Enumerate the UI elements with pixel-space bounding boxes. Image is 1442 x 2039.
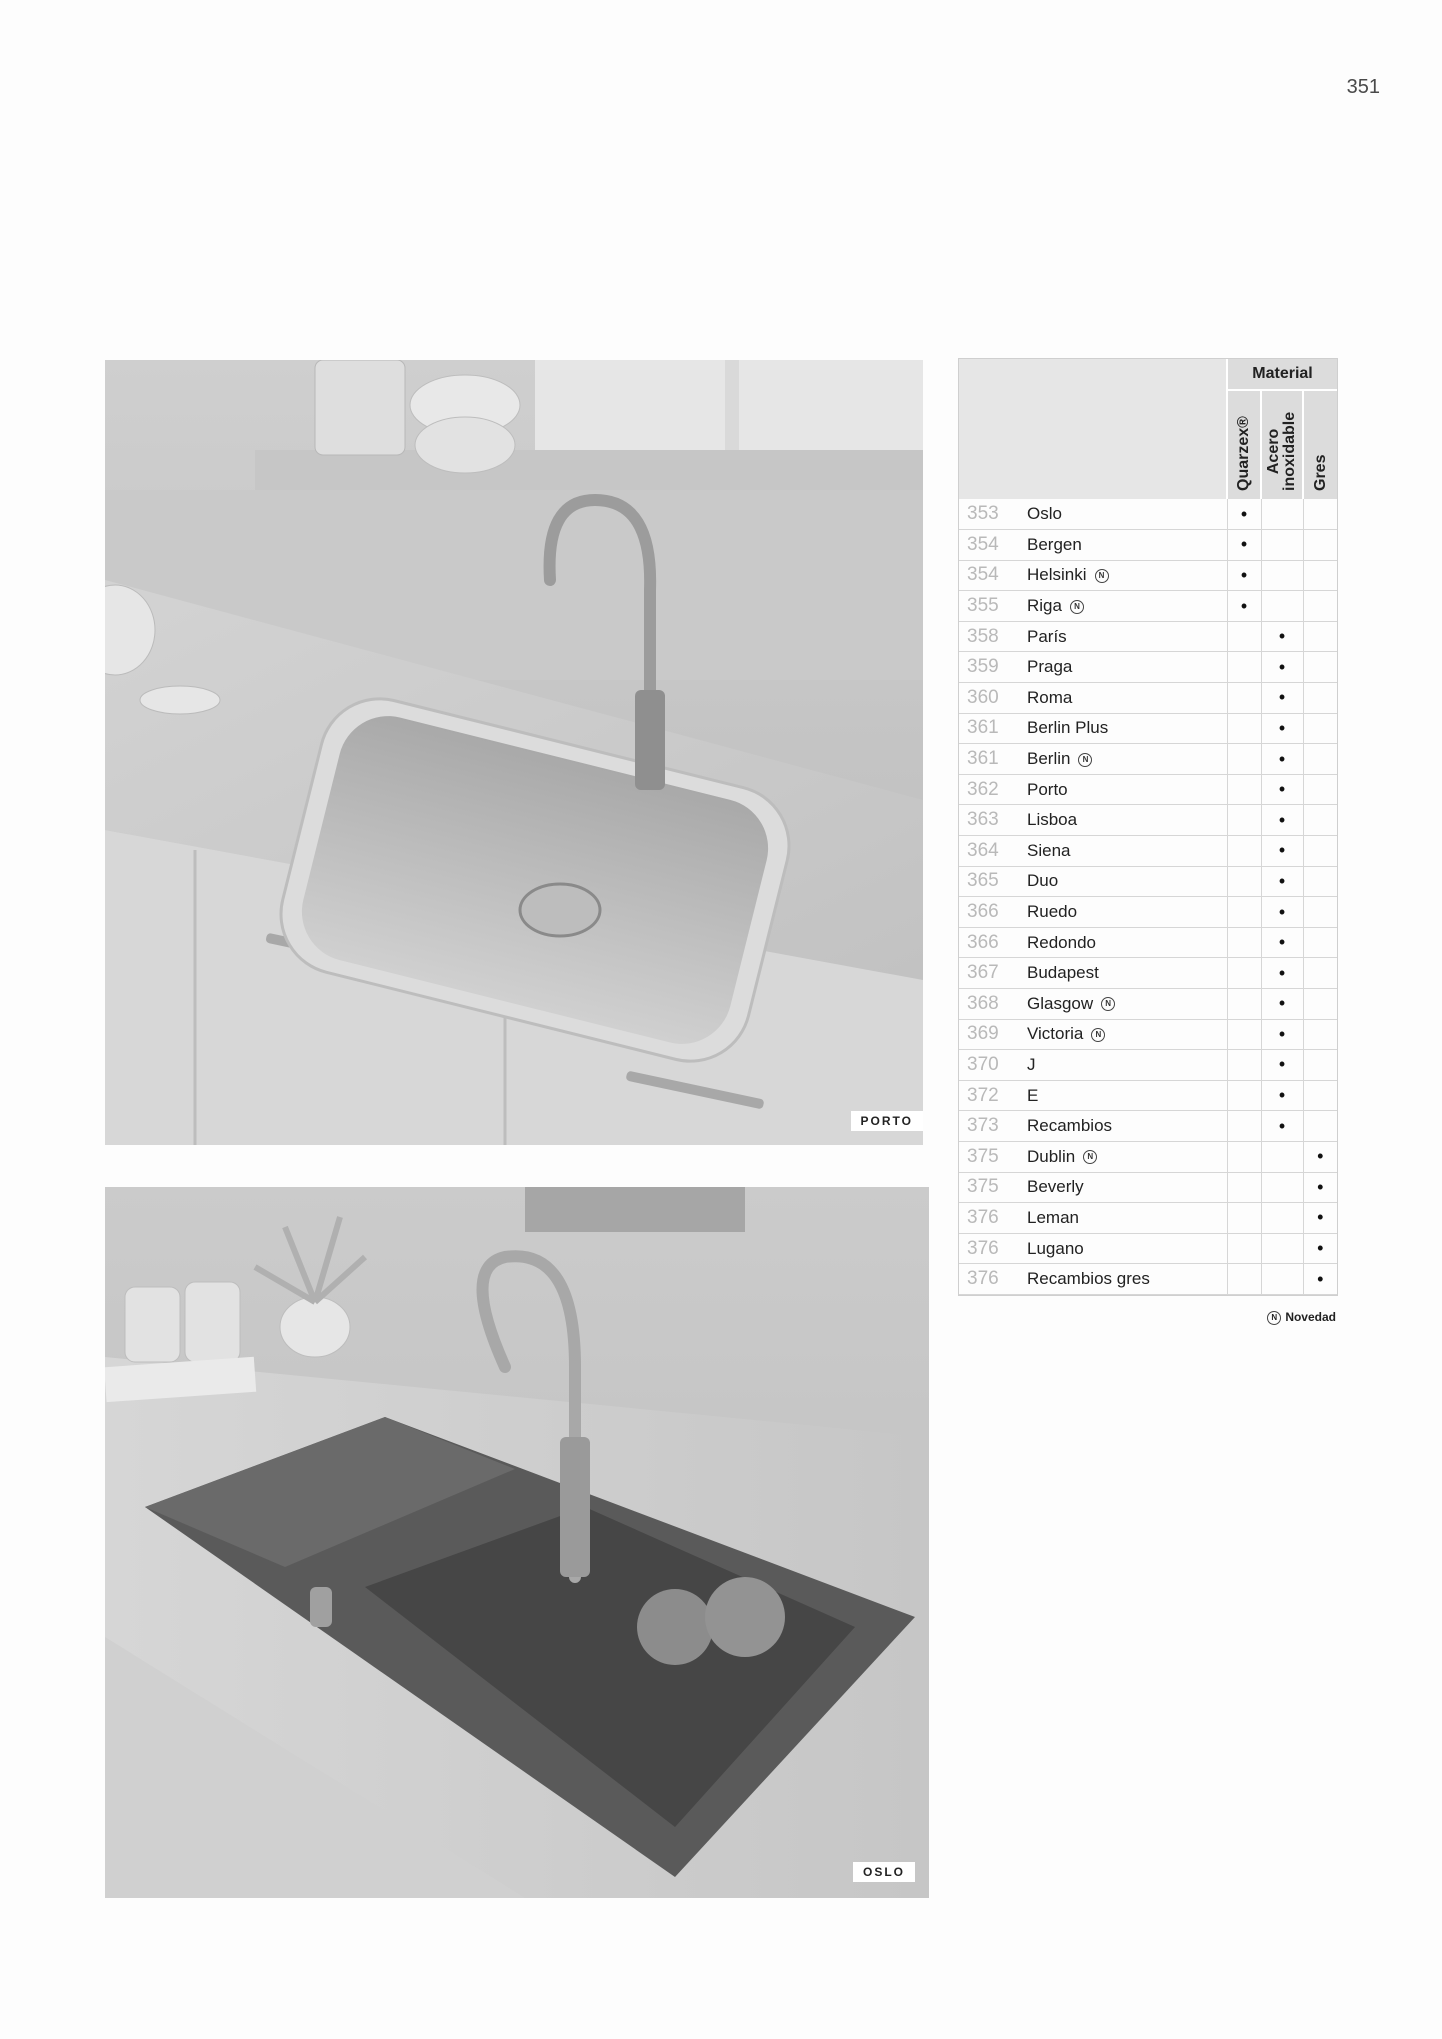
- new-badge-icon: N: [1083, 1150, 1097, 1164]
- material-quarzex-cell: •: [1227, 499, 1261, 530]
- table-row: [959, 713, 1337, 744]
- material-quarzex-cell: [1227, 1141, 1261, 1172]
- table-row: [959, 805, 1337, 836]
- material-gres-cell: [1303, 652, 1337, 683]
- legend-label: Novedad: [1285, 1310, 1336, 1324]
- page-reference: 363: [959, 805, 1027, 836]
- material-acero-cell: •: [1261, 1080, 1303, 1111]
- material-gres-cell: [1303, 989, 1337, 1020]
- table-row: [959, 1172, 1337, 1203]
- page-reference: 355: [959, 591, 1027, 622]
- model-name: Helsinki: [1027, 565, 1087, 585]
- material-quarzex-cell: [1227, 683, 1261, 714]
- page-reference: 376: [959, 1264, 1027, 1295]
- page-reference: 365: [959, 866, 1027, 897]
- model-name-cell: [1027, 683, 1227, 714]
- model-name-cell: [1027, 989, 1227, 1020]
- legend-novedad: [1200, 1310, 1336, 1325]
- material-gres-cell: [1303, 836, 1337, 867]
- table-row: [959, 652, 1337, 683]
- page-reference: 370: [959, 1050, 1027, 1081]
- material-quarzex-cell: [1227, 927, 1261, 958]
- caption-porto: PORTO: [851, 1111, 923, 1131]
- page-reference: 366: [959, 927, 1027, 958]
- table-row: [959, 1233, 1337, 1264]
- material-gres-cell: [1303, 621, 1337, 652]
- material-quarzex-cell: [1227, 744, 1261, 775]
- porto-kitchen-illustration: [105, 360, 923, 1145]
- model-name-cell: [1027, 866, 1227, 897]
- page-reference: 361: [959, 744, 1027, 775]
- material-acero-cell: [1261, 560, 1303, 591]
- material-acero-cell: [1261, 1233, 1303, 1264]
- material-acero-cell: •: [1261, 897, 1303, 928]
- page-reference: 366: [959, 897, 1027, 928]
- model-name-cell: [1027, 530, 1227, 561]
- table-row: [959, 560, 1337, 591]
- model-name: Praga: [1027, 657, 1073, 677]
- page-reference: 360: [959, 683, 1027, 714]
- model-name: J: [1027, 1054, 1036, 1074]
- page-reference: 372: [959, 1080, 1027, 1111]
- model-name: Beverly: [1027, 1177, 1084, 1197]
- model-name-cell: [1027, 836, 1227, 867]
- material-gres-cell: [1303, 560, 1337, 591]
- quarzex-label: Quarzex®: [1235, 416, 1252, 491]
- model-name-cell: [1027, 499, 1227, 530]
- material-gres-cell: [1303, 958, 1337, 989]
- gres-label: Gres: [1311, 454, 1329, 491]
- model-name: Glasgow: [1027, 993, 1094, 1013]
- page-reference: 359: [959, 652, 1027, 683]
- oslo-kitchen-illustration: [105, 1187, 929, 1898]
- material-quarzex-cell: [1227, 866, 1261, 897]
- column-header-acero-inoxidable: [1261, 390, 1303, 499]
- model-name: Berlin Plus: [1027, 718, 1109, 738]
- table-row: [959, 530, 1337, 561]
- table-row: [959, 927, 1337, 958]
- page-reference: 367: [959, 958, 1027, 989]
- model-name: Berlin: [1027, 749, 1071, 769]
- material-gres-cell: •: [1303, 1172, 1337, 1203]
- material-gres-cell: •: [1303, 1203, 1337, 1234]
- page-reference: 361: [959, 713, 1027, 744]
- model-name: Oslo: [1027, 504, 1062, 524]
- models-materials-table: [958, 358, 1338, 1296]
- material-quarzex-cell: [1227, 836, 1261, 867]
- model-name: Riga: [1027, 596, 1062, 616]
- material-quarzex-cell: [1227, 774, 1261, 805]
- new-badge-icon: N: [1078, 753, 1092, 767]
- table-row: [959, 1141, 1337, 1172]
- model-name: Roma: [1027, 687, 1073, 707]
- material-acero-cell: •: [1261, 958, 1303, 989]
- page-reference: 376: [959, 1203, 1027, 1234]
- material-quarzex-cell: •: [1227, 530, 1261, 561]
- new-badge-icon: N: [1091, 1028, 1105, 1042]
- material-acero-cell: •: [1261, 1050, 1303, 1081]
- material-quarzex-cell: [1227, 713, 1261, 744]
- material-gres-cell: [1303, 774, 1337, 805]
- material-gres-cell: [1303, 1080, 1337, 1111]
- model-name-cell: [1027, 560, 1227, 591]
- page-reference: 353: [959, 499, 1027, 530]
- material-gres-cell: •: [1303, 1141, 1337, 1172]
- material-acero-cell: [1261, 591, 1303, 622]
- model-name: Bergen: [1027, 534, 1082, 554]
- table-body: [959, 499, 1337, 1294]
- material-gres-cell: [1303, 1019, 1337, 1050]
- material-acero-cell: •: [1261, 805, 1303, 836]
- page-reference: 358: [959, 621, 1027, 652]
- page-reference: 369: [959, 1019, 1027, 1050]
- table-row: [959, 897, 1337, 928]
- new-badge-icon: N: [1267, 1311, 1281, 1325]
- material-gres-cell: [1303, 499, 1337, 530]
- column-header-gres: [1303, 390, 1337, 499]
- material-quarzex-cell: [1227, 1264, 1261, 1295]
- model-name: Recambios: [1027, 1116, 1113, 1136]
- material-gres-cell: [1303, 1050, 1337, 1081]
- material-gres-cell: [1303, 866, 1337, 897]
- material-acero-cell: •: [1261, 683, 1303, 714]
- material-quarzex-cell: [1227, 1019, 1261, 1050]
- material-acero-cell: •: [1261, 774, 1303, 805]
- table-row: [959, 1111, 1337, 1142]
- model-name-cell: [1027, 1264, 1227, 1295]
- model-name-cell: [1027, 1050, 1227, 1081]
- table-row: [959, 683, 1337, 714]
- page-reference: 375: [959, 1141, 1027, 1172]
- model-name: E: [1027, 1085, 1039, 1105]
- material-quarzex-cell: [1227, 1203, 1261, 1234]
- material-quarzex-cell: [1227, 805, 1261, 836]
- material-quarzex-cell: •: [1227, 591, 1261, 622]
- table-row: [959, 1264, 1337, 1295]
- material-quarzex-cell: [1227, 1233, 1261, 1264]
- model-name-cell: [1027, 1172, 1227, 1203]
- model-name: París: [1027, 626, 1067, 646]
- model-name-cell: [1027, 713, 1227, 744]
- table-row: [959, 621, 1337, 652]
- new-badge-icon: N: [1070, 600, 1084, 614]
- material-acero-cell: •: [1261, 744, 1303, 775]
- table-row: [959, 1080, 1337, 1111]
- material-gres-cell: [1303, 805, 1337, 836]
- model-name: Budapest: [1027, 963, 1099, 983]
- model-name-cell: [1027, 774, 1227, 805]
- table-row: [959, 774, 1337, 805]
- page-reference: 373: [959, 1111, 1027, 1142]
- material-quarzex-cell: [1227, 652, 1261, 683]
- model-name-cell: [1027, 621, 1227, 652]
- material-acero-cell: [1261, 499, 1303, 530]
- page-reference: 368: [959, 989, 1027, 1020]
- table-row: [959, 591, 1337, 622]
- model-name-cell: [1027, 1080, 1227, 1111]
- material-acero-cell: [1261, 1172, 1303, 1203]
- material-gres-cell: [1303, 897, 1337, 928]
- material-acero-cell: •: [1261, 1111, 1303, 1142]
- material-acero-cell: •: [1261, 621, 1303, 652]
- material-quarzex-cell: [1227, 1172, 1261, 1203]
- material-acero-cell: [1261, 1141, 1303, 1172]
- material-gres-cell: •: [1303, 1264, 1337, 1295]
- material-quarzex-cell: [1227, 1080, 1261, 1111]
- table-row: [959, 499, 1337, 530]
- new-badge-icon: N: [1101, 997, 1115, 1011]
- page-reference: 376: [959, 1233, 1027, 1264]
- table-row: [959, 1203, 1337, 1234]
- material-gres-cell: [1303, 744, 1337, 775]
- model-name-cell: [1027, 1019, 1227, 1050]
- page-reference: 354: [959, 560, 1027, 591]
- material-quarzex-cell: [1227, 1111, 1261, 1142]
- material-acero-cell: [1261, 1264, 1303, 1295]
- page-reference: 364: [959, 836, 1027, 867]
- table-row: [959, 1019, 1337, 1050]
- material-gres-cell: [1303, 1111, 1337, 1142]
- photo-oslo-sink: [105, 1187, 929, 1898]
- acero-inoxidable-label: Acero inoxidable: [1265, 411, 1298, 491]
- model-name: Ruedo: [1027, 902, 1078, 922]
- page-number: 351: [1346, 76, 1380, 98]
- model-name-cell: [1027, 1111, 1227, 1142]
- material-gres-cell: [1303, 530, 1337, 561]
- table-row: [959, 989, 1337, 1020]
- material-acero-cell: •: [1261, 652, 1303, 683]
- table-row: [959, 958, 1337, 989]
- material-gres-cell: [1303, 713, 1337, 744]
- model-name-cell: [1027, 927, 1227, 958]
- model-name-cell: [1027, 958, 1227, 989]
- model-name: Dublin: [1027, 1146, 1076, 1166]
- caption-oslo: OSLO: [853, 1862, 915, 1882]
- material-acero-cell: •: [1261, 989, 1303, 1020]
- material-acero-cell: [1261, 530, 1303, 561]
- material-gres-cell: [1303, 591, 1337, 622]
- model-name: Recambios gres: [1027, 1269, 1150, 1289]
- column-header-quarzex: [1227, 390, 1261, 499]
- model-name-cell: [1027, 1141, 1227, 1172]
- model-name-cell: [1027, 652, 1227, 683]
- table-row: [959, 744, 1337, 775]
- material-acero-cell: •: [1261, 866, 1303, 897]
- material-quarzex-cell: [1227, 1050, 1261, 1081]
- material-quarzex-cell: [1227, 958, 1261, 989]
- table-row: [959, 836, 1337, 867]
- material-gres-cell: [1303, 927, 1337, 958]
- material-acero-cell: •: [1261, 713, 1303, 744]
- model-name-cell: [1027, 1203, 1227, 1234]
- model-name: Redondo: [1027, 932, 1097, 952]
- model-name-cell: [1027, 591, 1227, 622]
- material-acero-cell: •: [1261, 836, 1303, 867]
- material-quarzex-cell: [1227, 897, 1261, 928]
- model-name: Lugano: [1027, 1238, 1084, 1258]
- model-name-cell: [1027, 1233, 1227, 1264]
- material-quarzex-cell: [1227, 621, 1261, 652]
- photo-porto-sink: [105, 360, 923, 1145]
- material-acero-cell: •: [1261, 1019, 1303, 1050]
- model-name: Victoria: [1027, 1024, 1084, 1044]
- material-group-header: Material: [1227, 359, 1337, 390]
- model-name-cell: [1027, 805, 1227, 836]
- page-reference: 375: [959, 1172, 1027, 1203]
- table-row: [959, 866, 1337, 897]
- model-name: Leman: [1027, 1207, 1079, 1227]
- model-name-cell: [1027, 744, 1227, 775]
- page-reference: 354: [959, 530, 1027, 561]
- page-reference: 362: [959, 774, 1027, 805]
- material-gres-cell: [1303, 683, 1337, 714]
- model-name: Siena: [1027, 840, 1071, 860]
- table-header-blank: [959, 359, 1227, 499]
- material-quarzex-cell: [1227, 989, 1261, 1020]
- material-quarzex-cell: •: [1227, 560, 1261, 591]
- material-acero-cell: •: [1261, 927, 1303, 958]
- material-gres-cell: •: [1303, 1233, 1337, 1264]
- table-row: [959, 1050, 1337, 1081]
- model-name: Porto: [1027, 779, 1068, 799]
- model-name: Duo: [1027, 871, 1059, 891]
- material-acero-cell: [1261, 1203, 1303, 1234]
- model-name: Lisboa: [1027, 810, 1078, 830]
- model-name-cell: [1027, 897, 1227, 928]
- new-badge-icon: N: [1095, 569, 1109, 583]
